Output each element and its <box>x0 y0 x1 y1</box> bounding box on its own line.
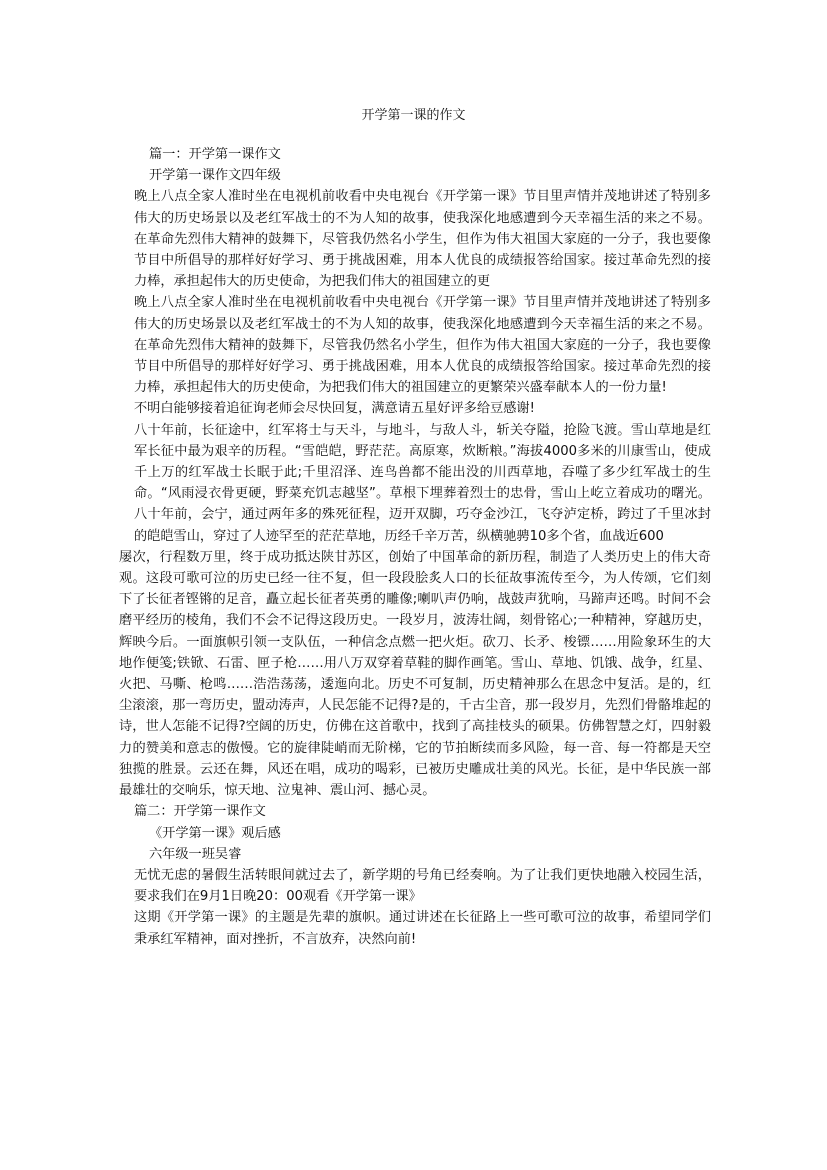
paragraph: 篇二：开学第一课作文 <box>134 804 266 820</box>
paragraph: 无忧无虑的暑假生活转眼间就过去了，新学期的号角已经奏响。为了让我们更快地融入校园生活，要求我们在9月1日晚20：00观看《开学第一课》 <box>134 867 711 905</box>
document-title: 开学第一课的作文 <box>361 108 466 123</box>
paragraph: 晚上八点全家人准时坐在电视机前收看中央电视台《开学第一课》节目里声情并茂地讲述了特别多伟大的历史场景以及老红军战士的不为人知的故事，使我深化地感遭到今天幸福生活的来之不易。在革命先烈伟大精神的鼓舞下，尽管我仍然名小学生，但作为伟大祖国大家庭的一分子，我也要像节目中所倡导的那样好好学习、勇于挑战困难，用本人优良的成绩报答给国家。接过革命先烈的接力棒，承担起伟大的历史使命，为把我们伟大的祖国建立的更 <box>134 189 711 290</box>
paragraph: 屡次，行程数万里，终于成功抵达陕甘苏区，创始了中国革命的新历程，制造了人类历史上的伟大奇观。这段可歌可泣的历史已经一往不复，但一段段脍炙人口的长征故事流传至今，为人传颂，它们刻下了长征者铿锵的足音，矗立起长征者英勇的雕像;喇叭声仍响，战鼓声犹响，马蹄声还鸣。时间不会磨平经历的棱角，我们不会不记得这段历史。一段岁月，波涛壮阔，刻骨铭心;一种精神，穿越历史，辉映今后。一面旗帜引领一支队伍，一种信念点燃一把火炬。砍刀、长矛、梭镖……用险象环生的大地作便笺;铁锨、石雷、匣子枪……用八万双穿着草鞋的脚作画笔。雪山、草地、饥饿、战争，红星、火把、马嘶、枪鸣……浩浩荡荡，逶迤向北。历史不可复制，历史精神那么在思念中复活。是的，红尘滚滚，那一弯历史，盟动涛声，人民怎能不记得?是的，千古尘音，那一段岁月，先烈们骨骼堆起的诗，世人怎能不记得?空阔的历史，仿佛在这首歌中，找到了高挂枝头的硕果。仿佛智慧之灯，四射毅力的赞美和意志的傲慢。它的旋律陡峭而无阶梯，它的节拍断续而多风险，每一音、每一符都是天空独揽的胜景。云还在舞，风还在唱，成功的喝彩，已被历史雕成壮美的风光。长征，是中华民族一部最雄壮的交响乐，惊天地、泣鬼神、震山河、撼心灵。 <box>119 549 711 799</box>
paragraph: 八十年前，长征途中，红军将士与天斗，与地斗，与敌人斗，斩关夺隘，抢险飞渡。雪山草地是红军长征中最为艰辛的历程。“雪皑皑，野茫茫。高原寒，炊断粮。”海拔4000多米的川康雪山，使成千上万的红军战士长眠于此;千里沼泽、连鸟兽都不能出没的川西草地，吞噬了多少红军战士的生命。“风雨浸衣骨更硬，野菜充饥志越坚”。草根下埋葬着烈士的忠骨，雪山上屹立着成功的曙光。八十年前，会宁，通过两年多的殊死征程，迈开双脚，巧夺金沙江，飞夺泸定桥，跨过了千里冰封的皑皑雪山，穿过了人迹罕至的茫茫草地，历经千辛万苦，纵横驰骋10多个省，血战近600 <box>134 422 711 544</box>
paragraph: 篇一：开学第一课作文 <box>149 147 281 162</box>
paragraph: 晚上八点全家人准时坐在电视机前收看中央电视台《开学第一课》节目里声情并茂地讲述了特别多伟大的历史场景以及老红军战士的不为人知的故事，使我深化地感遭到今天幸福生活的来之不易。在革命先烈伟大精神的鼓舞下，尽管我仍然名小学生，但作为伟大祖国大家庭的一分子，我也要像节目中所倡导的那样好好学习、勇于挑战困难，用本人优良的成绩报答给国家。接过革命先烈的接力棒，承担起伟大的历史使命，为把我们伟大的祖国建立的更繁荣兴盛奉献本人的一份力量! <box>134 295 711 396</box>
paragraph: 六年级一班吴睿 <box>149 846 242 862</box>
document-body <box>119 144 711 950</box>
paragraph: 开学第一课作文四年级 <box>149 168 281 184</box>
paragraph: 这期《开学第一课》的主题是先辈的旗帜。通过讲述在长征路上一些可歌可泣的故事，希望同学们秉承红军精神，面对挫折，不言放弃，决然向前! <box>134 910 711 947</box>
paragraph: 《开学第一课》观后感 <box>149 825 281 841</box>
paragraph: 不明白能够接着追征询老师会尽快回复，满意请五星好评多给豆感谢! <box>134 401 535 417</box>
